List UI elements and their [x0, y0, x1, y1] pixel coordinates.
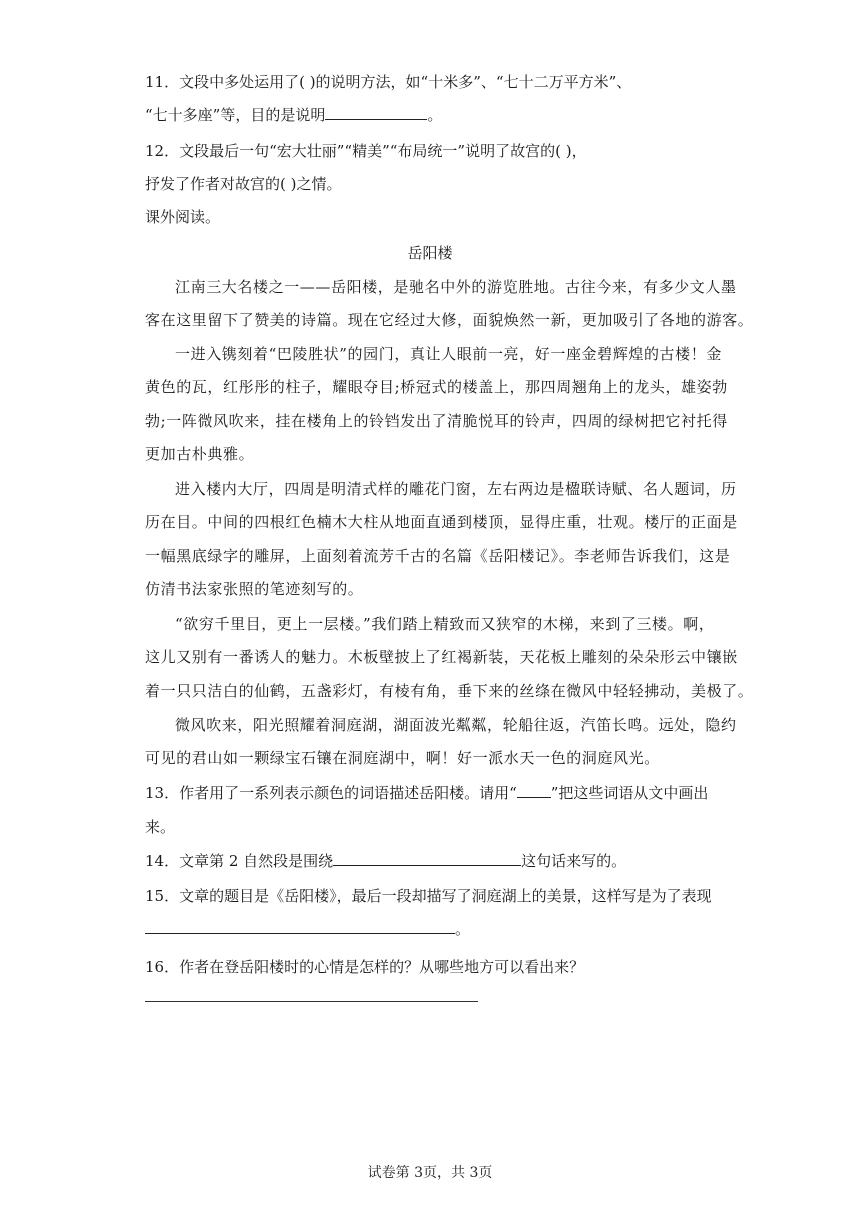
answer-blank-11[interactable] — [325, 105, 427, 120]
section-heading: 课外阅读。 — [145, 208, 221, 226]
question-15-line-2 — [145, 919, 470, 939]
question-15-end: 。 — [455, 920, 471, 938]
question-14-text-b: 这句话来写的。 — [521, 852, 627, 870]
passage-line: 更加古朴典雅。 — [145, 445, 255, 463]
passage-line: 一幅黑底绿字的雕屏，上面刻着流芳千古的名篇《岳阳楼记》。李老师告诉我们，这是 — [145, 547, 731, 565]
question-12-line-2: 抒发了作者对故宫的( )之情。 — [145, 175, 342, 193]
passage-line: 勃;一阵微风吹来，挂在楼角上的铃铛发出了清脆悦耳的铃声，四周的绿树把它衬托得 — [145, 412, 728, 430]
underline-marker-sample — [517, 783, 551, 798]
passage-line: 客在这里留下了赞美的诗篇。现在它经过大修，面貌焕然一新，更加吸引了各地的游客。 — [145, 311, 754, 329]
question-11-text: “七十多座”等，目的是说明 — [145, 106, 326, 124]
passage-line: 一进入镌刻着“巴陵胜状”的园门，真让人眼前一亮，好一座金碧辉煌的古楼！金 — [175, 345, 722, 363]
passage-line: 可见的君山如一颗绿宝石镶在洞庭湖中，啊！好一派水天一色的洞庭风光。 — [145, 749, 660, 767]
question-11-end: 。 — [427, 106, 443, 124]
question-14-text-a: 14．文章第 2 自然段是围绕 — [145, 852, 334, 870]
page-footer: 试卷第 3页，共 3页 — [367, 1165, 493, 1181]
question-15-line-1: 15．文章的题目是《岳阳楼》，最后一段却描写了洞庭湖上的美景，这样写是为了表现 — [145, 887, 712, 905]
passage-line: 进入楼内大厅，四周是明清式样的雕花门窗，左右两边是楹联诗赋、名人题词，历 — [175, 480, 737, 498]
question-14 — [145, 851, 626, 871]
answer-line-16[interactable] — [145, 1001, 478, 1002]
passage-line: “欲穷千里目，更上一层楼。”我们踏上精致而又狭窄的木梯，来到了三楼。啊， — [175, 615, 715, 633]
passage-line: 微风吹来，阳光照耀着洞庭湖，湖面波光粼粼，轮船往返，汽笛长鸣。远处，隐约 — [175, 716, 737, 734]
passage-title: 岳阳楼 — [407, 244, 453, 262]
passage-line: 这儿又别有一番诱人的魅力。木板壁披上了红褐新装，天花板上雕刻的朵朵形云中镶嵌 — [145, 648, 738, 666]
passage-line: 着一只只洁白的仙鹤，五盏彩灯，有棱有角，垂下来的丝绦在微风中轻轻拂动，美极了。 — [145, 682, 754, 700]
passage-line: 江南三大名楼之一——岳阳楼，是驰名中外的游览胜地。古往今来，有多少文人墨 — [175, 278, 737, 296]
question-11-line-2 — [145, 105, 442, 125]
question-16: 16．作者在登岳阳楼时的心情是怎样的？从哪些地方可以看出来？ — [145, 958, 585, 976]
answer-blank-15[interactable] — [145, 919, 455, 934]
question-13-text-b: ”把这些词语从文中画出 — [550, 784, 709, 802]
answer-blank-14[interactable] — [333, 851, 521, 866]
passage-line: 仿清书法家张照的笔迹刻写的。 — [145, 580, 364, 598]
passage-line: 黄色的瓦，红彤彤的柱子，耀眼夺目;桥冠式的楼盖上，那四周翘角上的龙头，雄姿勃 — [145, 378, 728, 396]
question-13-line-1 — [145, 783, 708, 803]
question-12-line-1: 12．文段最后一句“宏大壮丽”“精美”“布局统一”说明了故宫的( )， — [145, 142, 587, 160]
question-13-line-2: 来。 — [145, 818, 176, 836]
question-13-text-a: 13．作者用了一系列表示颜色的词语描述岳阳楼。请用“ — [145, 784, 517, 802]
passage-line: 历在目。中间的四根红色楠木大柱从地面直通到楼顶，显得庄重，壮观。楼厅的正面是 — [145, 513, 738, 531]
question-11-line-1: 11．文段中多处运用了( )的说明方法，如“十米多”、“七十二万平方米”、 — [145, 73, 632, 91]
